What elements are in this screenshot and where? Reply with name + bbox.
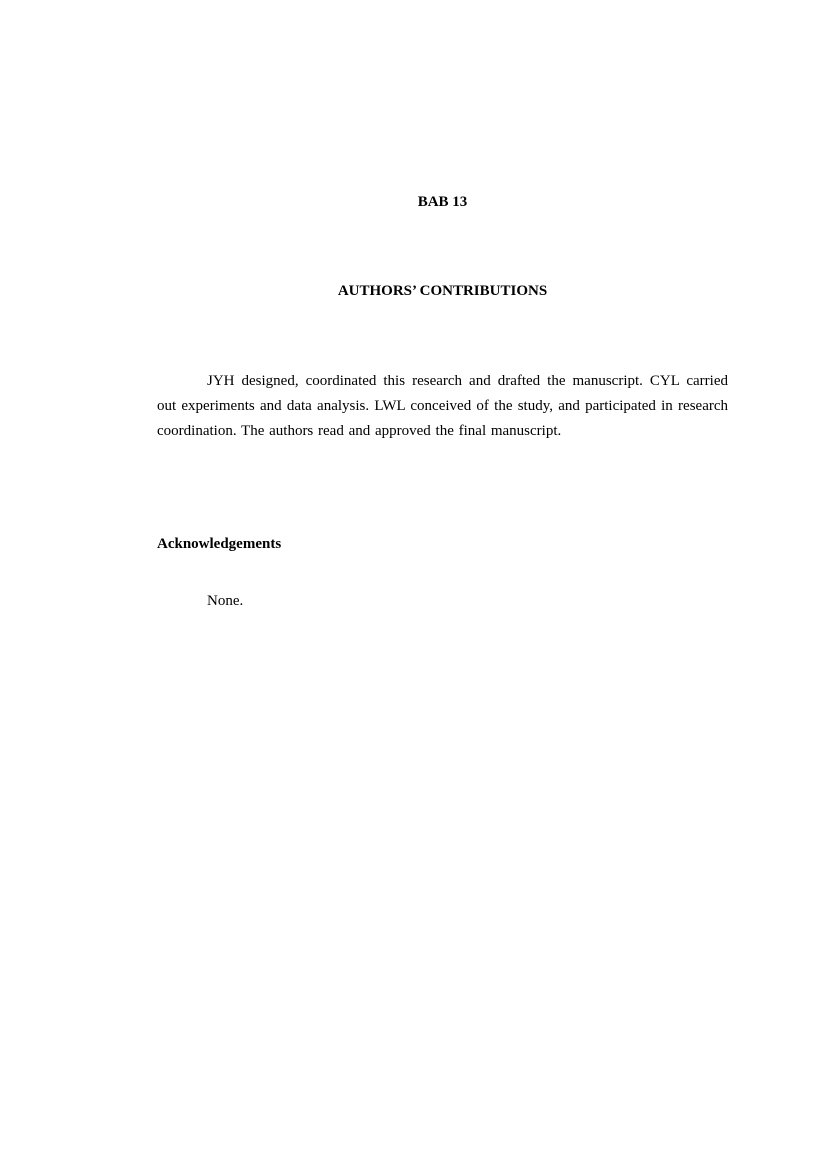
chapter-title: AUTHORS’ CONTRIBUTIONS [337,283,548,299]
contributions-paragraph: JYH designed, coordinated this research and drafted the manuscript. CYL carried out experiments and data analysis. LWL conceived of the study, and participated in research coordination. The authors read and approved the final manuscript. [157,373,728,439]
chapter-number: BAB 13 [417,194,468,210]
acknowledgements-text: None. [207,593,244,609]
acknowledgements-heading: Acknowledgements [157,536,282,552]
